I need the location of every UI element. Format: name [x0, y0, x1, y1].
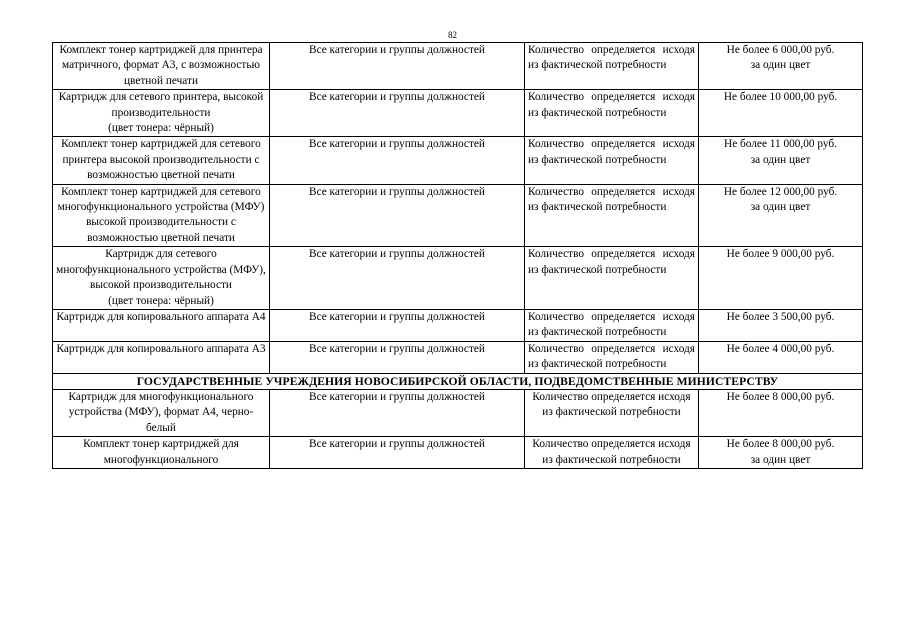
table-row [53, 389, 863, 436]
quantity-rule: Количество определяется исходя из фактической потребности [525, 137, 699, 184]
page-number: 82 [448, 30, 457, 40]
position-category: Все категории и группы должностей [270, 137, 525, 184]
table-row [53, 90, 863, 137]
price-limit: Не более 12 000,00 руб. за один цвет [699, 184, 863, 247]
price-limit: Не более 6 000,00 руб. за один цвет [699, 43, 863, 90]
table-row [53, 43, 863, 90]
item-name: Картридж для многофункционального устройства (МФУ), формат А4, черно-белый [53, 389, 270, 436]
table-row [53, 437, 863, 469]
item-name: Картридж для копировального аппарата А3 [53, 341, 270, 373]
item-name: Комплект тонер картриджей для многофункционального [53, 437, 270, 469]
quantity-rule: Количество определяется исходя из фактической потребности [525, 341, 699, 373]
item-name: Картридж для сетевого многофункционального устройства (МФУ), высокой производительности (цвет тонера: чёрный) [53, 247, 270, 310]
section-heading-row [53, 373, 863, 389]
position-category: Все категории и группы должностей [270, 341, 525, 373]
position-category: Все категории и группы должностей [270, 247, 525, 310]
position-category: Все категории и группы должностей [270, 184, 525, 247]
item-name: Картридж для копировального аппарата А4 [53, 309, 270, 341]
quantity-rule: Количество определяется исходя из фактической потребности [525, 90, 699, 137]
quantity-rule: Количество определяется исходя из фактической потребности [525, 437, 699, 469]
quantity-rule: Количество определяется исходя из фактической потребности [525, 247, 699, 310]
table-row [53, 341, 863, 373]
price-limit: Не более 9 000,00 руб. [699, 247, 863, 310]
price-limit: Не более 3 500,00 руб. [699, 309, 863, 341]
position-category: Все категории и группы должностей [270, 309, 525, 341]
item-name: Комплект тонер картриджей для сетевого принтера высокой производительности с возможностью цветной печати [53, 137, 270, 184]
position-category: Все категории и группы должностей [270, 43, 525, 90]
quantity-rule: Количество определяется исходя из фактической потребности [525, 43, 699, 90]
quantity-rule: Количество определяется исходя из фактической потребности [525, 389, 699, 436]
price-limit: Не более 4 000,00 руб. [699, 341, 863, 373]
table-row [53, 137, 863, 184]
table-row [53, 247, 863, 310]
quantity-rule: Количество определяется исходя из фактической потребности [525, 184, 699, 247]
price-limit: Не более 8 000,00 руб. [699, 389, 863, 436]
table-row [53, 309, 863, 341]
price-limit: Не более 8 000,00 руб. за один цвет [699, 437, 863, 469]
position-category: Все категории и группы должностей [270, 90, 525, 137]
position-category: Все категории и группы должностей [270, 389, 525, 436]
price-limit: Не более 10 000,00 руб. [699, 90, 863, 137]
section-heading: ГОСУДАРСТВЕННЫЕ УЧРЕЖДЕНИЯ НОВОСИБИРСКОЙ ОБЛАСТИ, ПОДВЕДОМСТВЕННЫЕ МИНИСТЕРСТВУ [53, 373, 863, 389]
quantity-rule: Количество определяется исходя из фактической потребности [525, 309, 699, 341]
item-name: Комплект тонер картриджей для сетевого многофункционального устройства (МФУ) высокой производительности с возможностью цветной печати [53, 184, 270, 247]
item-name: Картридж для сетевого принтера, высокой производительности (цвет тонера: чёрный) [53, 90, 270, 137]
price-limit: Не более 11 000,00 руб. за один цвет [699, 137, 863, 184]
position-category: Все категории и группы должностей [270, 437, 525, 469]
norms-table [52, 42, 863, 469]
item-name: Комплект тонер картриджей для принтера матричного, формат А3, с возможностью цветной печати [53, 43, 270, 90]
table-row [53, 184, 863, 247]
